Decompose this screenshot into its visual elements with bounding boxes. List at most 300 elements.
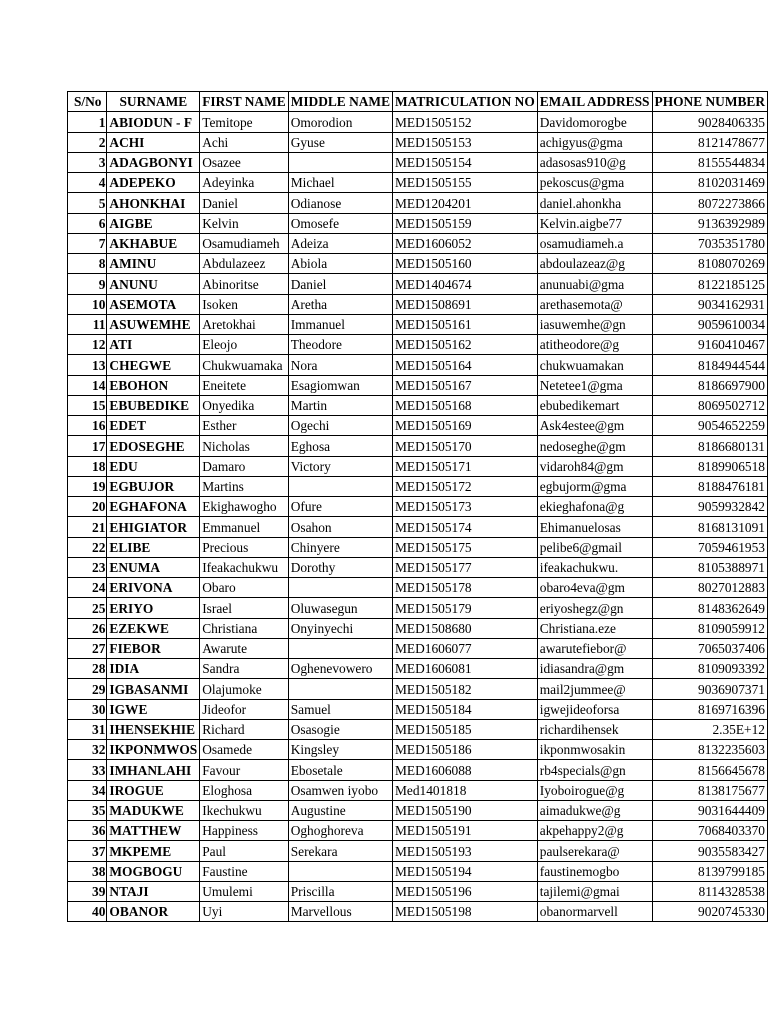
table-row — [68, 233, 768, 253]
email-cell: chukwuamakan — [537, 355, 652, 375]
phone-cell: 8027012883 — [652, 578, 767, 598]
table-row — [68, 375, 768, 395]
sno-cell: 29 — [68, 679, 107, 699]
surname-cell: EGBUJOR — [107, 476, 200, 496]
sno-cell: 21 — [68, 517, 107, 537]
surname-cell: OBANOR — [107, 902, 200, 922]
phone-cell: 8186680131 — [652, 436, 767, 456]
email-cell: atitheodore@g — [537, 335, 652, 355]
middle-name-cell: Michael — [288, 173, 392, 193]
email-cell: Netetee1@gma — [537, 375, 652, 395]
surname-cell: AKHABUE — [107, 233, 200, 253]
matric-no-cell: MED1505191 — [393, 821, 538, 841]
header-first-name: FIRST NAME — [200, 92, 288, 112]
first-name-cell: Favour — [200, 760, 288, 780]
first-name-cell: Martins — [200, 476, 288, 496]
sno-cell: 26 — [68, 618, 107, 638]
middle-name-cell: Oghenevowero — [288, 659, 392, 679]
middle-name-cell: Samuel — [288, 699, 392, 719]
matric-no-cell: MED1505186 — [393, 740, 538, 760]
first-name-cell: Osamede — [200, 740, 288, 760]
middle-name-cell: Ebosetale — [288, 760, 392, 780]
table-row — [68, 800, 768, 820]
sno-cell: 5 — [68, 193, 107, 213]
surname-cell: IMHANLAHI — [107, 760, 200, 780]
surname-cell: CHEGWE — [107, 355, 200, 375]
middle-name-cell: Augustine — [288, 800, 392, 820]
table-row — [68, 173, 768, 193]
surname-cell: ADAGBONYI — [107, 152, 200, 172]
first-name-cell: Adeyinka — [200, 173, 288, 193]
table-row — [68, 314, 768, 334]
matric-no-cell: MED1505174 — [393, 517, 538, 537]
email-cell: ekieghafona@g — [537, 497, 652, 517]
phone-cell: 8102031469 — [652, 173, 767, 193]
email-cell: ifeakachukwu. — [537, 557, 652, 577]
sno-cell: 2 — [68, 132, 107, 152]
surname-cell: AHONKHAI — [107, 193, 200, 213]
first-name-cell: Daniel — [200, 193, 288, 213]
surname-cell: NTAJI — [107, 881, 200, 901]
first-name-cell: Isoken — [200, 294, 288, 314]
table-row — [68, 436, 768, 456]
first-name-cell: Eleojo — [200, 335, 288, 355]
matric-no-cell: MED1505194 — [393, 861, 538, 881]
sno-cell: 39 — [68, 881, 107, 901]
first-name-cell: Precious — [200, 537, 288, 557]
middle-name-cell: Marvellous — [288, 902, 392, 922]
email-cell: eriyoshegz@gn — [537, 598, 652, 618]
table-row — [68, 294, 768, 314]
sno-cell: 35 — [68, 800, 107, 820]
phone-cell: 8069502712 — [652, 395, 767, 415]
matric-no-cell: MED1505162 — [393, 335, 538, 355]
sno-cell: 9 — [68, 274, 107, 294]
matric-no-cell: MED1508691 — [393, 294, 538, 314]
email-cell: iasuwemhe@gn — [537, 314, 652, 334]
surname-cell: IROGUE — [107, 780, 200, 800]
sno-cell: 16 — [68, 416, 107, 436]
table-row — [68, 557, 768, 577]
first-name-cell: Osamudiameh — [200, 233, 288, 253]
first-name-cell: Osazee — [200, 152, 288, 172]
phone-cell: 8148362649 — [652, 598, 767, 618]
phone-cell: 8105388971 — [652, 557, 767, 577]
surname-cell: ERIVONA — [107, 578, 200, 598]
matric-no-cell: MED1606081 — [393, 659, 538, 679]
matric-no-cell: MED1204201 — [393, 193, 538, 213]
email-cell: tajilemi@gmai — [537, 881, 652, 901]
matric-no-cell: MED1505154 — [393, 152, 538, 172]
table-row — [68, 881, 768, 901]
first-name-cell: Ekighawogho — [200, 497, 288, 517]
student-table — [67, 91, 768, 922]
phone-cell: 7059461953 — [652, 537, 767, 557]
middle-name-cell: Ofure — [288, 497, 392, 517]
matric-no-cell: MED1505184 — [393, 699, 538, 719]
sno-cell: 27 — [68, 638, 107, 658]
sno-cell: 10 — [68, 294, 107, 314]
middle-name-cell: Kingsley — [288, 740, 392, 760]
email-cell: paulserekara@ — [537, 841, 652, 861]
table-row — [68, 355, 768, 375]
email-cell: aimadukwe@g — [537, 800, 652, 820]
table-row — [68, 537, 768, 557]
matric-no-cell: MED1505185 — [393, 719, 538, 739]
matric-no-cell: MED1505179 — [393, 598, 538, 618]
phone-cell: 8138175677 — [652, 780, 767, 800]
email-cell: pekoscus@gma — [537, 173, 652, 193]
middle-name-cell: Serekara — [288, 841, 392, 861]
email-cell: Ask4estee@gm — [537, 416, 652, 436]
surname-cell: ELIBE — [107, 537, 200, 557]
middle-name-cell: Oluwasegun — [288, 598, 392, 618]
middle-name-cell: Odianose — [288, 193, 392, 213]
middle-name-cell: Daniel — [288, 274, 392, 294]
sno-cell: 32 — [68, 740, 107, 760]
matric-no-cell: MED1505190 — [393, 800, 538, 820]
phone-cell: 8109093392 — [652, 659, 767, 679]
middle-name-cell: Nora — [288, 355, 392, 375]
middle-name-cell: Osamwen iyobo — [288, 780, 392, 800]
surname-cell: MKPEME — [107, 841, 200, 861]
sno-cell: 23 — [68, 557, 107, 577]
phone-cell: 8122185125 — [652, 274, 767, 294]
sno-cell: 20 — [68, 497, 107, 517]
middle-name-cell: Chinyere — [288, 537, 392, 557]
email-cell: idiasandra@gm — [537, 659, 652, 679]
matric-no-cell: MED1505160 — [393, 254, 538, 274]
email-cell: nedoseghe@gm — [537, 436, 652, 456]
matric-no-cell: MED1505155 — [393, 173, 538, 193]
surname-cell: EDET — [107, 416, 200, 436]
sno-cell: 6 — [68, 213, 107, 233]
table-row — [68, 638, 768, 658]
phone-cell: 9054652259 — [652, 416, 767, 436]
middle-name-cell: Victory — [288, 456, 392, 476]
first-name-cell: Christiana — [200, 618, 288, 638]
middle-name-cell: Oghoghoreva — [288, 821, 392, 841]
phone-cell: 8169716396 — [652, 699, 767, 719]
surname-cell: AMINU — [107, 254, 200, 274]
phone-cell: 8121478677 — [652, 132, 767, 152]
email-cell: abdoulazeaz@g — [537, 254, 652, 274]
matric-no-cell: Med1401818 — [393, 780, 538, 800]
email-cell: Iyoboirogue@g — [537, 780, 652, 800]
middle-name-cell: Aretha — [288, 294, 392, 314]
table-row — [68, 760, 768, 780]
table-row — [68, 213, 768, 233]
middle-name-cell — [288, 152, 392, 172]
surname-cell: EDOSEGHE — [107, 436, 200, 456]
first-name-cell: Jideofor — [200, 699, 288, 719]
matric-no-cell: MED1505193 — [393, 841, 538, 861]
email-cell: achigyus@gma — [537, 132, 652, 152]
phone-cell: 8072273866 — [652, 193, 767, 213]
surname-cell: ATI — [107, 335, 200, 355]
first-name-cell: Sandra — [200, 659, 288, 679]
table-row — [68, 618, 768, 638]
phone-cell: 2.35E+12 — [652, 719, 767, 739]
email-cell: vidaroh84@gm — [537, 456, 652, 476]
first-name-cell: Obaro — [200, 578, 288, 598]
phone-cell: 9136392989 — [652, 213, 767, 233]
matric-no-cell: MED1505198 — [393, 902, 538, 922]
table-row — [68, 456, 768, 476]
sno-cell: 11 — [68, 314, 107, 334]
sno-cell: 7 — [68, 233, 107, 253]
surname-cell: MADUKWE — [107, 800, 200, 820]
header-phone-number: PHONE NUMBER — [652, 92, 767, 112]
phone-cell: 8156645678 — [652, 760, 767, 780]
phone-cell: 8155544834 — [652, 152, 767, 172]
first-name-cell: Aretokhai — [200, 314, 288, 334]
matric-no-cell: MED1606077 — [393, 638, 538, 658]
sno-cell: 28 — [68, 659, 107, 679]
table-row — [68, 152, 768, 172]
sno-cell: 3 — [68, 152, 107, 172]
sno-cell: 30 — [68, 699, 107, 719]
first-name-cell: Umulemi — [200, 881, 288, 901]
surname-cell: EDU — [107, 456, 200, 476]
matric-no-cell: MED1505169 — [393, 416, 538, 436]
middle-name-cell: Osahon — [288, 517, 392, 537]
first-name-cell: Abinoritse — [200, 274, 288, 294]
email-cell: igwejideoforsa — [537, 699, 652, 719]
table-row — [68, 719, 768, 739]
matric-no-cell: MED1606052 — [393, 233, 538, 253]
email-cell: ebubedikemart — [537, 395, 652, 415]
first-name-cell: Eloghosa — [200, 780, 288, 800]
table-row — [68, 780, 768, 800]
table-row — [68, 679, 768, 699]
email-cell: ikponmwosakin — [537, 740, 652, 760]
matric-no-cell: MED1505172 — [393, 476, 538, 496]
phone-cell: 7065037406 — [652, 638, 767, 658]
matric-no-cell: MED1505173 — [393, 497, 538, 517]
phone-cell: 8109059912 — [652, 618, 767, 638]
first-name-cell: Richard — [200, 719, 288, 739]
middle-name-cell: Adeiza — [288, 233, 392, 253]
first-name-cell: Abdulazeez — [200, 254, 288, 274]
surname-cell: ANUNU — [107, 274, 200, 294]
phone-cell: 8114328538 — [652, 881, 767, 901]
surname-cell: EBUBEDIKE — [107, 395, 200, 415]
table-row — [68, 578, 768, 598]
table-row — [68, 335, 768, 355]
email-cell: akpehappy2@g — [537, 821, 652, 841]
phone-cell: 8108070269 — [652, 254, 767, 274]
email-cell: Ehimanuelosas — [537, 517, 652, 537]
first-name-cell: Onyedika — [200, 395, 288, 415]
first-name-cell: Paul — [200, 841, 288, 861]
sno-cell: 24 — [68, 578, 107, 598]
sno-cell: 36 — [68, 821, 107, 841]
middle-name-cell: Ogechi — [288, 416, 392, 436]
matric-no-cell: MED1505168 — [393, 395, 538, 415]
phone-cell: 7035351780 — [652, 233, 767, 253]
email-cell: Davidomorogbe — [537, 112, 652, 132]
middle-name-cell: Martin — [288, 395, 392, 415]
first-name-cell: Faustine — [200, 861, 288, 881]
surname-cell: ERIYO — [107, 598, 200, 618]
phone-cell: 9160410467 — [652, 335, 767, 355]
sno-cell: 37 — [68, 841, 107, 861]
sno-cell: 22 — [68, 537, 107, 557]
header-matriculation-no: MATRICULATION NO — [393, 92, 538, 112]
table-row — [68, 841, 768, 861]
header-middle-name: MIDDLE NAME — [288, 92, 392, 112]
email-cell: obanormarvell — [537, 902, 652, 922]
surname-cell: FIEBOR — [107, 638, 200, 658]
sno-cell: 25 — [68, 598, 107, 618]
phone-cell: 9059932842 — [652, 497, 767, 517]
sno-cell: 34 — [68, 780, 107, 800]
table-row — [68, 821, 768, 841]
sno-cell: 38 — [68, 861, 107, 881]
header-surname: SURNAME — [107, 92, 200, 112]
surname-cell: IGBASANMI — [107, 679, 200, 699]
first-name-cell: Happiness — [200, 821, 288, 841]
matric-no-cell: MED1505196 — [393, 881, 538, 901]
middle-name-cell — [288, 476, 392, 496]
email-cell: Christiana.eze — [537, 618, 652, 638]
phone-cell: 8188476181 — [652, 476, 767, 496]
sno-cell: 13 — [68, 355, 107, 375]
first-name-cell: Achi — [200, 132, 288, 152]
surname-cell: EGHAFONA — [107, 497, 200, 517]
table-row — [68, 193, 768, 213]
table-row — [68, 416, 768, 436]
phone-cell: 8189906518 — [652, 456, 767, 476]
table-row — [68, 112, 768, 132]
header-row — [68, 92, 768, 112]
sno-cell: 4 — [68, 173, 107, 193]
matric-no-cell: MED1606088 — [393, 760, 538, 780]
header-sno: S/No — [68, 92, 107, 112]
surname-cell: IHENSEKHIE — [107, 719, 200, 739]
email-cell: mail2jummee@ — [537, 679, 652, 699]
table-row — [68, 861, 768, 881]
surname-cell: MOGBOGU — [107, 861, 200, 881]
matric-no-cell: MED1505153 — [393, 132, 538, 152]
surname-cell: ABIODUN - F — [107, 112, 200, 132]
matric-no-cell: MED1505170 — [393, 436, 538, 456]
sno-cell: 1 — [68, 112, 107, 132]
first-name-cell: Damaro — [200, 456, 288, 476]
matric-no-cell: MED1404674 — [393, 274, 538, 294]
matric-no-cell: MED1505159 — [393, 213, 538, 233]
email-cell: egbujorm@gma — [537, 476, 652, 496]
sno-cell: 18 — [68, 456, 107, 476]
matric-no-cell: MED1505171 — [393, 456, 538, 476]
phone-cell: 8184944544 — [652, 355, 767, 375]
surname-cell: EBOHON — [107, 375, 200, 395]
matric-no-cell: MED1505177 — [393, 557, 538, 577]
sno-cell: 33 — [68, 760, 107, 780]
middle-name-cell: Omosefe — [288, 213, 392, 233]
middle-name-cell: Osasogie — [288, 719, 392, 739]
middle-name-cell: Onyinyechi — [288, 618, 392, 638]
first-name-cell: Emmanuel — [200, 517, 288, 537]
email-cell: anunuabi@gma — [537, 274, 652, 294]
phone-cell: 9034162931 — [652, 294, 767, 314]
table-row — [68, 132, 768, 152]
table-row — [68, 497, 768, 517]
middle-name-cell — [288, 861, 392, 881]
phone-cell: 9028406335 — [652, 112, 767, 132]
matric-no-cell: MED1505164 — [393, 355, 538, 375]
first-name-cell: Kelvin — [200, 213, 288, 233]
first-name-cell: Temitope — [200, 112, 288, 132]
middle-name-cell: Eghosa — [288, 436, 392, 456]
middle-name-cell: Gyuse — [288, 132, 392, 152]
first-name-cell: Israel — [200, 598, 288, 618]
email-cell: rb4specials@gn — [537, 760, 652, 780]
email-cell: Kelvin.aigbe77 — [537, 213, 652, 233]
surname-cell: ASEMOTA — [107, 294, 200, 314]
email-cell: obaro4eva@gm — [537, 578, 652, 598]
table-row — [68, 395, 768, 415]
surname-cell: AIGBE — [107, 213, 200, 233]
table-row — [68, 517, 768, 537]
phone-cell: 7068403370 — [652, 821, 767, 841]
middle-name-cell: Immanuel — [288, 314, 392, 334]
table-row — [68, 740, 768, 760]
table-row — [68, 254, 768, 274]
email-cell: arethasemota@ — [537, 294, 652, 314]
sno-cell: 12 — [68, 335, 107, 355]
email-cell: daniel.ahonkha — [537, 193, 652, 213]
surname-cell: IGWE — [107, 699, 200, 719]
phone-cell: 8139799185 — [652, 861, 767, 881]
matric-no-cell: MED1505152 — [393, 112, 538, 132]
header-email-address: EMAIL ADDRESS — [537, 92, 652, 112]
first-name-cell: Ikechukwu — [200, 800, 288, 820]
surname-cell: IDIA — [107, 659, 200, 679]
sno-cell: 14 — [68, 375, 107, 395]
middle-name-cell: Dorothy — [288, 557, 392, 577]
surname-cell: IKPONMWOS — [107, 740, 200, 760]
matric-no-cell: MED1508680 — [393, 618, 538, 638]
first-name-cell: Esther — [200, 416, 288, 436]
surname-cell: EHIGIATOR — [107, 517, 200, 537]
phone-cell: 8132235603 — [652, 740, 767, 760]
table-row — [68, 902, 768, 922]
middle-name-cell — [288, 638, 392, 658]
middle-name-cell — [288, 679, 392, 699]
middle-name-cell: Omorodion — [288, 112, 392, 132]
table-row — [68, 598, 768, 618]
matric-no-cell: MED1505182 — [393, 679, 538, 699]
phone-cell: 9031644409 — [652, 800, 767, 820]
sno-cell: 19 — [68, 476, 107, 496]
phone-cell: 8168131091 — [652, 517, 767, 537]
middle-name-cell — [288, 578, 392, 598]
sno-cell: 15 — [68, 395, 107, 415]
first-name-cell: Chukwuamaka — [200, 355, 288, 375]
matric-no-cell: MED1505178 — [393, 578, 538, 598]
phone-cell: 8186697900 — [652, 375, 767, 395]
email-cell: faustinemogbo — [537, 861, 652, 881]
middle-name-cell: Priscilla — [288, 881, 392, 901]
sno-cell: 31 — [68, 719, 107, 739]
first-name-cell: Eneitete — [200, 375, 288, 395]
surname-cell: MATTHEW — [107, 821, 200, 841]
email-cell: osamudiameh.a — [537, 233, 652, 253]
first-name-cell: Awarute — [200, 638, 288, 658]
sno-cell: 17 — [68, 436, 107, 456]
